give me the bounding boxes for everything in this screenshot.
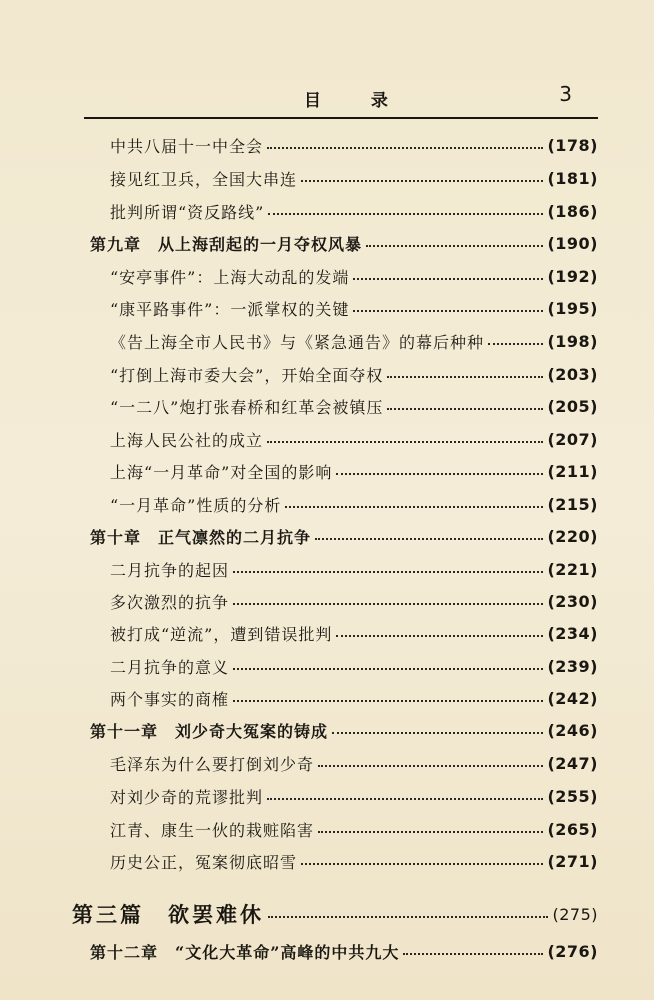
dot-leader <box>336 635 543 637</box>
toc-entry <box>110 618 598 648</box>
dot-leader <box>403 953 543 955</box>
dot-leader <box>318 765 543 767</box>
toc-entry <box>90 521 598 551</box>
toc-entry-page: (195) <box>547 298 598 318</box>
toc-entry-title: “打倒上海市委大会”，开始全面夺权 <box>110 365 384 385</box>
toc-entry-page: (215) <box>547 494 598 514</box>
toc-entry <box>110 163 598 193</box>
dot-leader <box>267 798 543 800</box>
dot-leader <box>315 538 543 540</box>
toc-entry-title: 第三篇 欲罢难休 <box>72 902 264 927</box>
toc-entry-page: (186) <box>547 201 598 221</box>
toc-entry-title: 江青、康生一伙的栽赃陷害 <box>110 820 315 840</box>
page-number: 3 <box>559 82 572 106</box>
toc-entry-title: 第十二章 “文化大革命”高峰的中共九大 <box>90 942 400 962</box>
toc-entry-title: 中共八届十一中全会 <box>110 136 264 156</box>
toc-entry <box>110 326 598 356</box>
toc-entry <box>90 715 598 745</box>
toc-entry-page: (265) <box>547 819 598 839</box>
toc-entry <box>110 846 598 876</box>
toc-entry-page: (239) <box>547 656 598 676</box>
toc-entry <box>72 897 598 931</box>
toc-entry-page: (220) <box>547 526 598 546</box>
toc-entry-title: 对刘少奇的荒谬批判 <box>110 787 264 807</box>
toc-entry-page: (178) <box>547 135 598 155</box>
toc-entry-page: (230) <box>547 591 598 611</box>
toc-entry-page: (205) <box>547 396 598 416</box>
dot-leader <box>488 343 543 345</box>
toc-entry-title: 多次激烈的抗争 <box>110 592 230 612</box>
toc-entry-page: (246) <box>547 720 598 740</box>
dot-leader <box>285 506 543 508</box>
toc-entry-page: (203) <box>547 364 598 384</box>
toc-entry-title: 第九章 从上海刮起的一月夺权风暴 <box>90 234 363 254</box>
dot-leader <box>301 180 543 182</box>
toc-entry <box>110 456 598 486</box>
dot-leader <box>233 700 543 702</box>
toc-entry-page: (181) <box>547 168 598 188</box>
toc-entry-page: (221) <box>547 559 598 579</box>
dot-leader <box>233 571 543 573</box>
dot-leader <box>387 408 543 410</box>
dot-leader <box>353 278 543 280</box>
toc-entry-page: (275) <box>552 904 598 924</box>
toc-entry <box>110 814 598 844</box>
toc-entry <box>110 489 598 519</box>
toc-entry-page: (276) <box>547 941 598 961</box>
toc-entry-title: 第十章 正气凛然的二月抗争 <box>90 527 312 547</box>
header-rule <box>84 117 598 119</box>
dot-leader <box>353 310 543 312</box>
toc-entry-page: (207) <box>547 429 598 449</box>
dot-leader <box>267 441 543 443</box>
running-header <box>84 82 598 116</box>
toc-entry <box>110 748 598 778</box>
toc-entry <box>110 293 598 323</box>
toc-entry-title: “安亭事件”：上海大动乱的发端 <box>110 267 350 287</box>
toc-entry-title: 二月抗争的意义 <box>110 657 230 677</box>
toc-entry-title: 两个事实的商榷 <box>110 689 230 709</box>
toc-entry-page: (234) <box>547 623 598 643</box>
toc-entry-page: (242) <box>547 688 598 708</box>
toc-entry-page: (271) <box>547 851 598 871</box>
toc-entry <box>110 683 598 713</box>
toc-entry <box>110 424 598 454</box>
toc-entry-title: 被打成“逆流”，遭到错误批判 <box>110 624 333 644</box>
toc-entry-page: (192) <box>547 266 598 286</box>
toc-entry <box>110 781 598 811</box>
dot-leader <box>336 473 543 475</box>
toc-entry <box>110 586 598 616</box>
toc-entry-title: 历史公正，冤案彻底昭雪 <box>110 852 298 872</box>
toc-entry-title: “康平路事件”：一派掌权的关键 <box>110 299 350 319</box>
toc-entry-page: (190) <box>547 233 598 253</box>
toc-entry-page: (211) <box>547 461 598 481</box>
toc-entry-title: 二月抗争的起因 <box>110 560 230 580</box>
dot-leader <box>267 147 543 149</box>
toc-entry-title: “一月革命”性质的分析 <box>110 495 282 515</box>
toc-entry-title: 毛泽东为什么要打倒刘少奇 <box>110 754 315 774</box>
header-title: 目 录 <box>304 91 410 111</box>
dot-leader <box>366 245 543 247</box>
toc-entry <box>110 261 598 291</box>
toc-entry <box>110 130 598 160</box>
toc-entry <box>90 228 598 258</box>
dot-leader <box>332 732 543 734</box>
dot-leader <box>233 668 543 670</box>
toc-entry-title: 第十一章 刘少奇大冤案的铸成 <box>90 721 329 741</box>
toc-entry-title: 《告上海全市人民书》与《紧急通告》的幕后种种 <box>110 332 485 352</box>
dot-leader <box>318 831 543 833</box>
toc-entry <box>110 359 598 389</box>
toc-entry <box>110 196 598 226</box>
toc-entry-title: “一二八”炮打张春桥和红革会被镇压 <box>110 397 384 417</box>
toc-entry <box>110 651 598 681</box>
toc-entry-page: (198) <box>547 331 598 351</box>
toc-entry-title: 接见红卫兵，全国大串连 <box>110 169 298 189</box>
toc-entry-title: 批判所谓“资反路线” <box>110 202 265 222</box>
dot-leader <box>387 376 543 378</box>
toc-entry <box>90 936 598 966</box>
toc-entry <box>110 554 598 584</box>
dot-leader <box>268 213 543 215</box>
toc-entry-page: (247) <box>547 753 598 773</box>
toc-entry-page: (255) <box>547 786 598 806</box>
toc-entry-title: 上海人民公社的成立 <box>110 430 264 450</box>
dot-leader <box>233 603 543 605</box>
dot-leader <box>268 916 548 918</box>
dot-leader <box>301 863 543 865</box>
toc-entry <box>110 391 598 421</box>
toc-entry-title: 上海“一月革命”对全国的影响 <box>110 462 333 482</box>
